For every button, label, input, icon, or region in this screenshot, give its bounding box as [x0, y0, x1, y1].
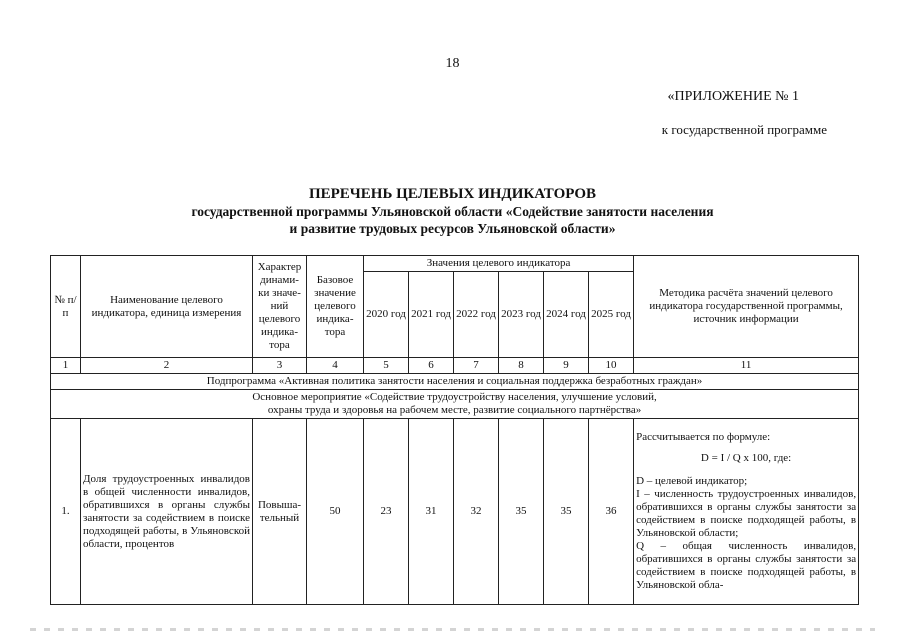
row-method — [634, 419, 859, 605]
program-reference: к государственной программе — [661, 122, 827, 137]
subprogram-row — [51, 374, 859, 390]
scan-artifact-strip — [30, 628, 875, 631]
column-number: 7 — [454, 358, 499, 374]
row-indicator-name: Доля трудоустроенных инвалидов в общей численности инвалидов, обратившихся в органы службы занятости за содействием в поиске подходящей работы, в Ульяновской области, процентов — [81, 419, 253, 605]
header-values-group: Значения целевого индикатора — [364, 256, 634, 272]
row-value-2021: 31 — [409, 419, 454, 605]
main-activity-title — [51, 390, 859, 419]
column-number: 2 — [81, 358, 253, 374]
column-number: 10 — [589, 358, 634, 374]
method-def-i: I – численность трудоустроенных инвалидов, обратившихся в органы службы занятости за содействием в поиске подходящей работы, в Ульяновской области; — [636, 488, 857, 539]
column-number: 6 — [409, 358, 454, 374]
row-num: 1. — [51, 419, 81, 605]
header-method: Методика расчёта значений целевого индикатора государственной программы, источник информации — [634, 256, 859, 358]
row-base-value: 50 — [307, 419, 364, 605]
column-number: 11 — [634, 358, 859, 374]
main-activity-line-2: охраны труда и здоровья на рабочем месте, развитие социального партнёрства» — [267, 404, 642, 416]
column-numbers-row — [51, 358, 859, 374]
column-number: 4 — [307, 358, 364, 374]
header-num: № п/п — [51, 256, 81, 358]
column-number: 8 — [499, 358, 544, 374]
row-character: Повыша-тельный — [253, 419, 307, 605]
appendix-label: «ПРИЛОЖЕНИЕ № 1 — [667, 89, 799, 104]
main-activity-line-1: Основное мероприятие «Содействие трудоустройству населения, улучшение условий, — [252, 391, 657, 403]
header-row — [51, 256, 859, 272]
column-number: 5 — [364, 358, 409, 374]
indicators-table — [50, 255, 859, 605]
header-year-2021: 2021 год — [409, 272, 454, 358]
header-character: Характер динами-ки значе-ний целевого индика-тора — [253, 256, 307, 358]
column-number: 1 — [51, 358, 81, 374]
table-row — [51, 419, 859, 605]
header-year-2023: 2023 год — [499, 272, 544, 358]
header-year-2024: 2024 год — [544, 272, 589, 358]
header-name: Наименование целевого индикатора, единица измерения — [81, 256, 253, 358]
method-def-d: D – целевой индикатор; — [636, 475, 748, 487]
method-def-q: Q – общая численность инвалидов, обратившихся в органы службы занятости за содействием в поиске подходящей работы, в Ульяновской обла- — [636, 540, 857, 591]
row-value-2024: 35 — [544, 419, 589, 605]
column-number: 9 — [544, 358, 589, 374]
header-base: Базовое значение целевого индика-тора — [307, 256, 364, 358]
method-intro: Рассчитывается по формуле: — [636, 431, 771, 443]
header-year-2020: 2020 год — [364, 272, 409, 358]
method-formula: D = I / Q x 100, где: — [700, 452, 792, 464]
page-number: 18 — [445, 56, 460, 71]
row-value-2023: 35 — [499, 419, 544, 605]
row-value-2022: 32 — [454, 419, 499, 605]
subprogram-title: Подпрограмма «Активная политика занятости населения и социальная поддержка безработных граждан» — [51, 374, 859, 390]
header-year-2022: 2022 год — [454, 272, 499, 358]
row-value-2020: 23 — [364, 419, 409, 605]
main-activity-row — [51, 390, 859, 419]
title-line-1: ПЕРЕЧЕНЬ ЦЕЛЕВЫХ ИНДИКАТОРОВ — [308, 186, 597, 202]
title-line-2: государственной программы Ульяновской области «Содействие занятости населения — [191, 204, 714, 219]
header-year-2025: 2025 год — [589, 272, 634, 358]
document-title — [0, 186, 905, 237]
row-value-2025: 36 — [589, 419, 634, 605]
title-line-3: и развитие трудовых ресурсов Ульяновской области» — [289, 221, 616, 236]
column-number: 3 — [253, 358, 307, 374]
